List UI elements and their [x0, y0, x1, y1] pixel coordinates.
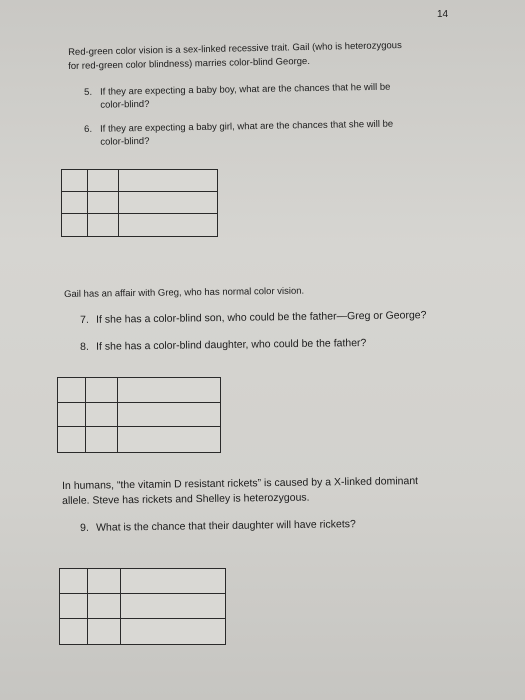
question-5-line2: color-blind? — [100, 98, 150, 111]
question-5-number: 5. — [84, 86, 93, 98]
page-number: 14 — [437, 9, 449, 20]
section3-intro-line2: allele. Steve has rickets and Shelley is heterozygous. — [62, 491, 310, 507]
question-6-number: 6. — [84, 123, 93, 135]
question-5-line1: If they are expecting a baby boy, what are the chances that he will be — [100, 81, 391, 98]
question-6 — [84, 116, 464, 153]
question-8-text: If she has a color-blind daughter, who could be the father? — [96, 337, 367, 353]
punnett-square-1 — [61, 169, 218, 237]
section2-intro: Gail has an affair with Greg, who has normal color vision. — [64, 285, 305, 300]
question-5 — [84, 79, 464, 116]
question-8 — [80, 335, 470, 356]
question-7 — [80, 308, 470, 329]
section1-intro-line2: for red-green color blindness) marries color-blind George. — [68, 55, 311, 72]
question-8-number: 8. — [80, 340, 89, 353]
question-9-text: What is the chance that their daughter will have rickets? — [96, 518, 356, 534]
section3-intro-line1: In humans, “the vitamin D resistant rickets” is caused by a X-linked dominant — [62, 475, 419, 492]
question-9 — [80, 516, 470, 537]
question-6-line2: color-blind? — [100, 135, 150, 148]
question-7-text: If she has a color-blind son, who could be the father—Greg or George? — [96, 309, 427, 326]
question-9-number: 9. — [80, 521, 89, 534]
punnett-square-3 — [59, 568, 226, 645]
punnett-square-2 — [57, 377, 221, 453]
question-6-line1: If they are expecting a baby girl, what are the chances that she will be — [100, 118, 394, 135]
question-7-number: 7. — [80, 313, 89, 326]
section1-intro-line1: Red-green color vision is a sex-linked recessive trait. Gail (who is heterozygous — [68, 40, 402, 58]
